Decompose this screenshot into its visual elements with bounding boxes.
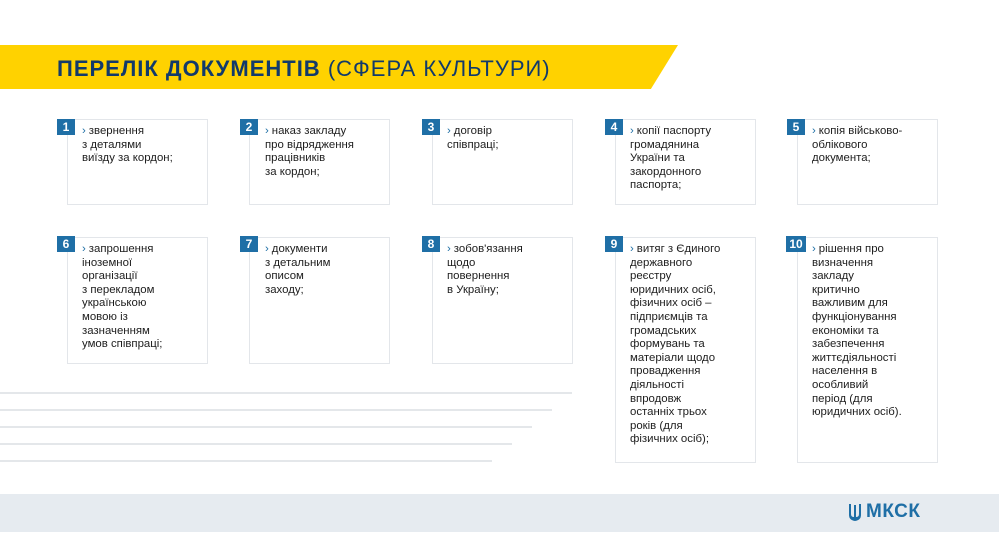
document-label-10: рішення про визначення закладу критично важливим для функціонування економіки та забезпечення життєдіяльності населення в особливий період (для юридичних осіб). [812, 243, 902, 419]
document-number-10: 10 [786, 236, 806, 252]
title-main: ПЕРЕЛІК ДОКУМЕНТІВ [57, 56, 321, 81]
logo-text: МКСК [866, 501, 921, 522]
document-text-3 [447, 125, 499, 152]
chevron-right-icon: › [812, 243, 816, 255]
decorative-line [0, 460, 492, 462]
chevron-right-icon: › [82, 125, 86, 137]
document-number-3: 3 [422, 119, 440, 135]
document-text-4 [630, 125, 711, 193]
chevron-right-icon: › [82, 243, 86, 255]
document-label-5: копія військово- облікового документа; [812, 125, 903, 165]
title-sub: (СФЕРА КУЛЬТУРИ) [327, 56, 551, 81]
logo [848, 500, 921, 524]
document-text-6 [82, 243, 162, 352]
document-text-8 [447, 243, 523, 297]
document-label-8: зобов'язання щодо повернення в Україну; [447, 243, 523, 296]
chevron-right-icon: › [630, 243, 634, 255]
document-number-7: 7 [240, 236, 258, 252]
document-label-6: запрошення іноземної організації з перекладом українською мовою із зазначенням умов співпраці; [82, 243, 163, 351]
document-number-2: 2 [240, 119, 258, 135]
document-label-4: копії паспорту громадянина України та закордонного паспорта; [630, 125, 712, 192]
document-text-5 [812, 125, 902, 166]
document-label-3: договір співпраці; [447, 125, 499, 151]
chevron-right-icon: › [812, 125, 816, 137]
document-label-7: документи з детальним описом заходу; [265, 243, 331, 296]
chevron-right-icon: › [447, 125, 451, 137]
document-number-8: 8 [422, 236, 440, 252]
trident-icon [848, 502, 862, 522]
document-text-7 [265, 243, 330, 297]
document-text-1 [82, 125, 173, 166]
document-label-2: наказ закладу про відрядження працівників за кордон; [265, 125, 354, 178]
decorative-line [0, 392, 572, 394]
decorative-line [0, 409, 552, 411]
document-text-10 [812, 243, 902, 420]
document-number-4: 4 [605, 119, 623, 135]
chevron-right-icon: › [265, 243, 269, 255]
document-label-1: звернення з деталями виїзду за кордон; [82, 125, 173, 165]
document-number-6: 6 [57, 236, 75, 252]
document-number-1: 1 [57, 119, 75, 135]
chevron-right-icon: › [265, 125, 269, 137]
decorative-line [0, 443, 512, 445]
document-number-5: 5 [787, 119, 805, 135]
decorative-line [0, 426, 532, 428]
chevron-right-icon: › [630, 125, 634, 137]
document-number-9: 9 [605, 236, 623, 252]
document-text-2 [265, 125, 354, 179]
chevron-right-icon: › [447, 243, 451, 255]
document-label-9: витяг з Єдиного державного реєстру юридичних осіб, фізичних осіб – підприємців та громадських формувань та матеріали щодо провадження діяльності впродовж останніх трьох років (для фізичних осіб); [630, 243, 721, 446]
page-title [57, 56, 551, 82]
document-text-9 [630, 243, 720, 447]
